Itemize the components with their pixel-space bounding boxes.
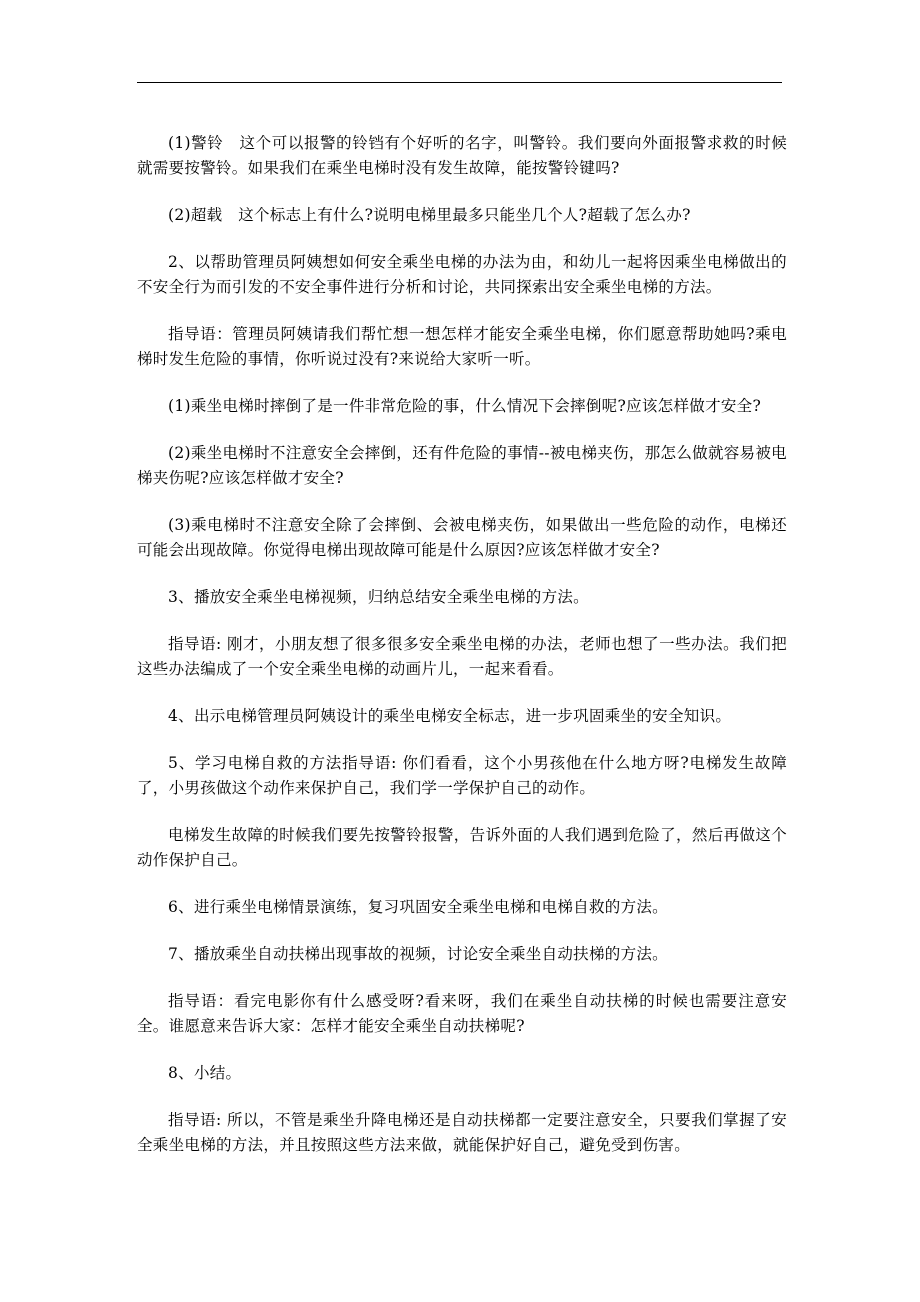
paragraph-overload: (2)超载 这个标志上有什么?说明电梯里最多只能坐几个人?超载了怎么办? (168, 206, 691, 224)
paragraph-guidance-3: 指导语：看完电影你有什么感受呀?看来呀，我们在乘坐自动扶梯的时候也需要注意安全。谁愿意来告诉大家：怎样才能安全乘坐自动扶梯呢? (137, 992, 787, 1035)
paragraph-guidance-2: 指导语: 刚才，小朋友想了很多很多安全乘坐电梯的办法，老师也想了一些办法。我们把这些办法编成了一个安全乘坐电梯的动画片儿，一起来看看。 (137, 635, 787, 678)
paragraph-guidance-4: 指导语: 所以，不管是乘坐升降电梯还是自动扶梯都一定要注意安全，只要我们掌握了安全乘坐电梯的方法，并且按照这些方法来做，就能保护好自己，避免受到伤害。 (137, 1111, 787, 1154)
document-body (137, 131, 787, 1180)
paragraph-guidance-1: 指导语：管理员阿姨请我们帮忙想一想怎样才能安全乘坐电梯，你们愿意帮助她吗?乘电梯时发生危险的事情，你听说过没有?来说给大家听一听。 (137, 325, 787, 368)
paragraph-alarm-bell: (1)警铃 这个可以报警的铃铛有个好听的名字，叫警铃。我们要向外面报警求救的时候就需要按警铃。如果我们在乘坐电梯时没有发生故障，能按警铃键吗? (137, 134, 787, 177)
paragraph-step-5: 5、学习电梯自救的方法指导语: 你们看看，这个小男孩他在什么地方呀?电梯发生故障了，小男孩做这个动作来保护自己，我们学一学保护自己的动作。 (137, 754, 787, 797)
paragraph-step-2: 2、以帮助管理员阿姨想如何安全乘坐电梯的办法为由，和幼儿一起将因乘坐电梯做出的不安全行为而引发的不安全事件进行分析和讨论，共同探索出安全乘坐电梯的方法。 (137, 253, 787, 296)
paragraph-step-3: 3、播放安全乘坐电梯视频，归纳总结安全乘坐电梯的方法。 (168, 588, 589, 606)
paragraph-step-4: 4、出示电梯管理员阿姨设计的乘坐电梯安全标志，进一步巩固乘坐的安全知识。 (168, 707, 732, 725)
paragraph-step-8: 8、小结。 (168, 1064, 242, 1082)
paragraph-self-rescue: 电梯发生故障的时候我们要先按警铃报警，告诉外面的人我们遇到危险了，然后再做这个动作保护自己。 (137, 826, 787, 869)
paragraph-question-fall: (1)乘坐电梯时摔倒了是一件非常危险的事，什么情况下会摔倒呢?应该怎样做才安全? (168, 397, 762, 415)
paragraph-step-7: 7、播放乘坐自动扶梯出现事故的视频，讨论安全乘坐自动扶梯的方法。 (168, 945, 668, 963)
header-rule (137, 82, 782, 83)
paragraph-question-fault: (3)乘电梯时不注意安全除了会摔倒、会被电梯夹伤，如果做出一些危险的动作，电梯还可能会出现故障。你觉得电梯出现故障可能是什么原因?应该怎样做才安全? (137, 516, 787, 559)
paragraph-step-6: 6、进行乘坐电梯情景演练，复习巩固安全乘坐电梯和电梯自救的方法。 (168, 898, 668, 916)
paragraph-question-pinch: (2)乘坐电梯时不注意安全会摔倒，还有件危险的事情--被电梯夹伤，那怎么做就容易被电梯夹伤呢?应该怎样做才安全? (137, 444, 787, 487)
